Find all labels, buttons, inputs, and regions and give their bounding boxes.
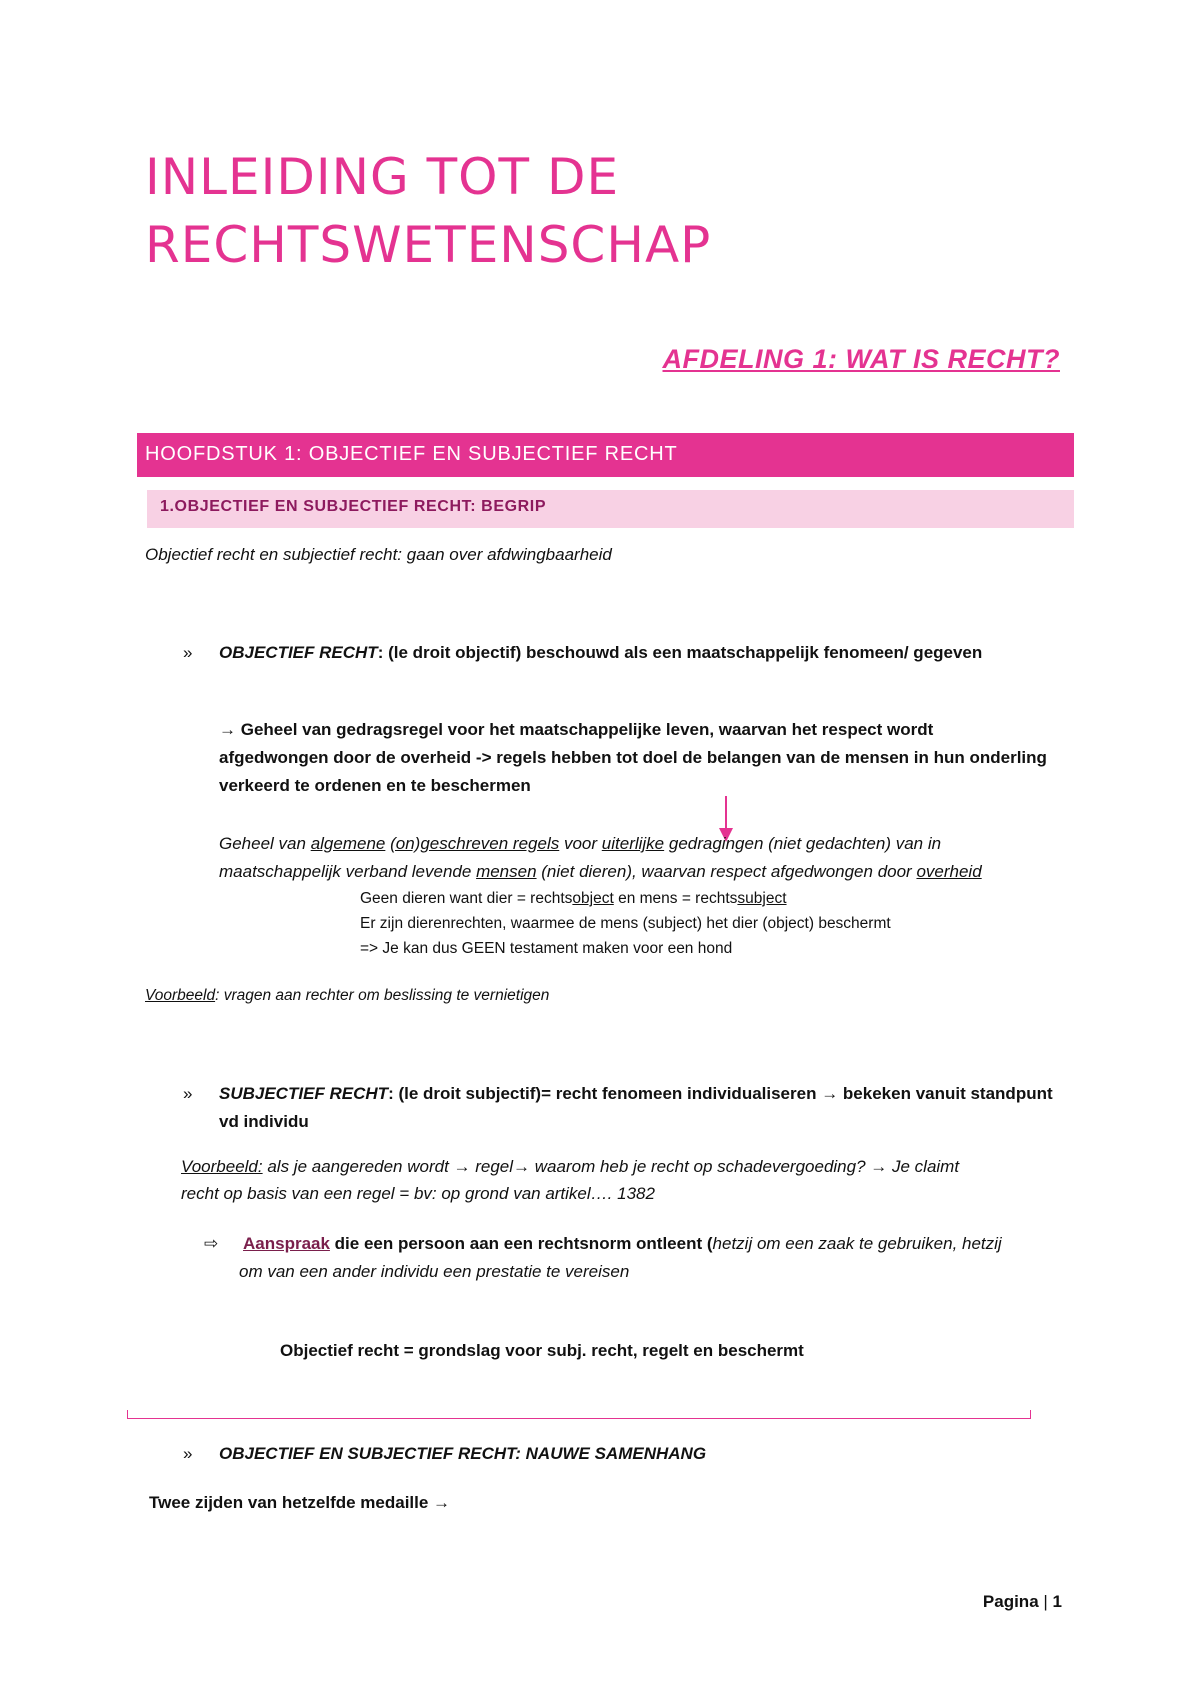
page-number: 1 bbox=[1052, 1592, 1062, 1611]
obj-bullet-line bbox=[219, 643, 982, 663]
right-arrow-icon: → bbox=[453, 1157, 471, 1176]
claim-word: Aanspraak bbox=[243, 1234, 330, 1253]
page-footer: Pagina | 1 bbox=[982, 1592, 1062, 1611]
subj-label: SUBJECTIEF RECHT bbox=[219, 1084, 389, 1103]
obj-note-1: Geen dieren want dier = rechtsobject en mens = rechtssubject bbox=[360, 890, 787, 907]
right-arrow-icon: → bbox=[821, 1084, 839, 1103]
obj-definition-line-2: maatschappelijk verband levende mensen (niet dieren), waarvan respect afgedwongen door overheid bbox=[219, 862, 982, 881]
claim-arrow-icon: ⇨ bbox=[204, 1234, 219, 1253]
subj-example-line-2: recht op basis van een regel = bv: op grond van artikel…. 1382 bbox=[181, 1184, 655, 1203]
subj-bullet bbox=[183, 1084, 192, 1104]
footer-label: Pagina bbox=[982, 1592, 1039, 1611]
obj-note-2: Er zijn dierenrechten, waarmee de mens (subject) het dier (object) beschermt bbox=[360, 915, 891, 932]
right-arrow-icon: → bbox=[870, 1157, 888, 1176]
obj-label: OBJECTIEF RECHT bbox=[219, 643, 378, 662]
intro-text: Objectief recht en subjectief recht: gaan over afdwingbaarheid bbox=[145, 545, 612, 564]
obj-rest: : (le droit objectif) beschouwd als een maatschappelijk fenomeen/ gegeven bbox=[377, 643, 983, 662]
subj-bullet-line: SUBJECTIEF RECHT: (le droit subjectif)= recht fenomeen individualiseren → bekeken vanuit standpunt bbox=[219, 1084, 1053, 1103]
bullet-glyph: » bbox=[183, 1084, 193, 1103]
title-line-2: RECHTSWETENSCHAP bbox=[145, 216, 712, 274]
section-divider bbox=[127, 1410, 1031, 1419]
right-arrow-icon: → bbox=[513, 1157, 531, 1176]
subj-example-line-1: Voorbeeld: als je aangereden wordt → regel→ waarom heb je recht op schadevergoeding? → Je claimt bbox=[181, 1157, 960, 1176]
obj-example: Voorbeeld: vragen aan rechter om beslissing te vernietigen bbox=[145, 987, 550, 1004]
link-bullet bbox=[183, 1444, 192, 1464]
obj-arrow-line-1: → Geheel van gedragsregel voor het maatschappelijke leven, waarvan het respect wordt bbox=[219, 720, 934, 739]
obj-bullet bbox=[183, 643, 192, 663]
claim-line-2: om van een ander individu een prestatie te vereisen bbox=[239, 1262, 630, 1281]
subj-line-2: vd individu bbox=[219, 1112, 309, 1131]
claim-line-1: Aanspraak die een persoon aan een rechtsnorm ontleent (hetzij om een zaak te gebruiken, hetzij bbox=[243, 1234, 1002, 1253]
bullet-glyph: » bbox=[183, 643, 193, 662]
section-heading: 1.OBJECTIEF EN SUBJECTIEF RECHT: BEGRIP bbox=[160, 498, 547, 515]
obj-note-3: => Je kan dus GEEN testament maken voor een hond bbox=[360, 940, 733, 957]
obj-definition-line-1: Geheel van algemene (on)geschreven regels voor uiterlijke gedragingen (niet gedachten) van in bbox=[219, 834, 942, 853]
hoofdstuk-heading: HOOFDSTUK 1: OBJECTIEF EN SUBJECTIEF RECHT bbox=[145, 443, 678, 465]
obj-arrow-line-2: afgedwongen door de overheid -> regels hebben tot doel de belangen van de mensen in hun onderling bbox=[219, 748, 1047, 767]
right-arrow-icon: → bbox=[219, 720, 236, 739]
summary-text: Objectief recht = grondslag voor subj. recht, regelt en beschermt bbox=[280, 1341, 804, 1360]
two-sides-text: Twee zijden van hetzelfde medaille → bbox=[149, 1493, 451, 1512]
right-arrow-icon: → bbox=[433, 1493, 451, 1512]
afdeling-heading: AFDELING 1: WAT IS RECHT? bbox=[662, 344, 1060, 374]
link-heading: OBJECTIEF EN SUBJECTIEF RECHT: NAUWE SAMENHANG bbox=[219, 1444, 707, 1463]
obj-arrow-line-3: verkeerd te ordenen en te beschermen bbox=[219, 776, 531, 795]
title-line-1: INLEIDING TOT DE bbox=[145, 148, 620, 206]
bullet-glyph: » bbox=[183, 1444, 193, 1463]
